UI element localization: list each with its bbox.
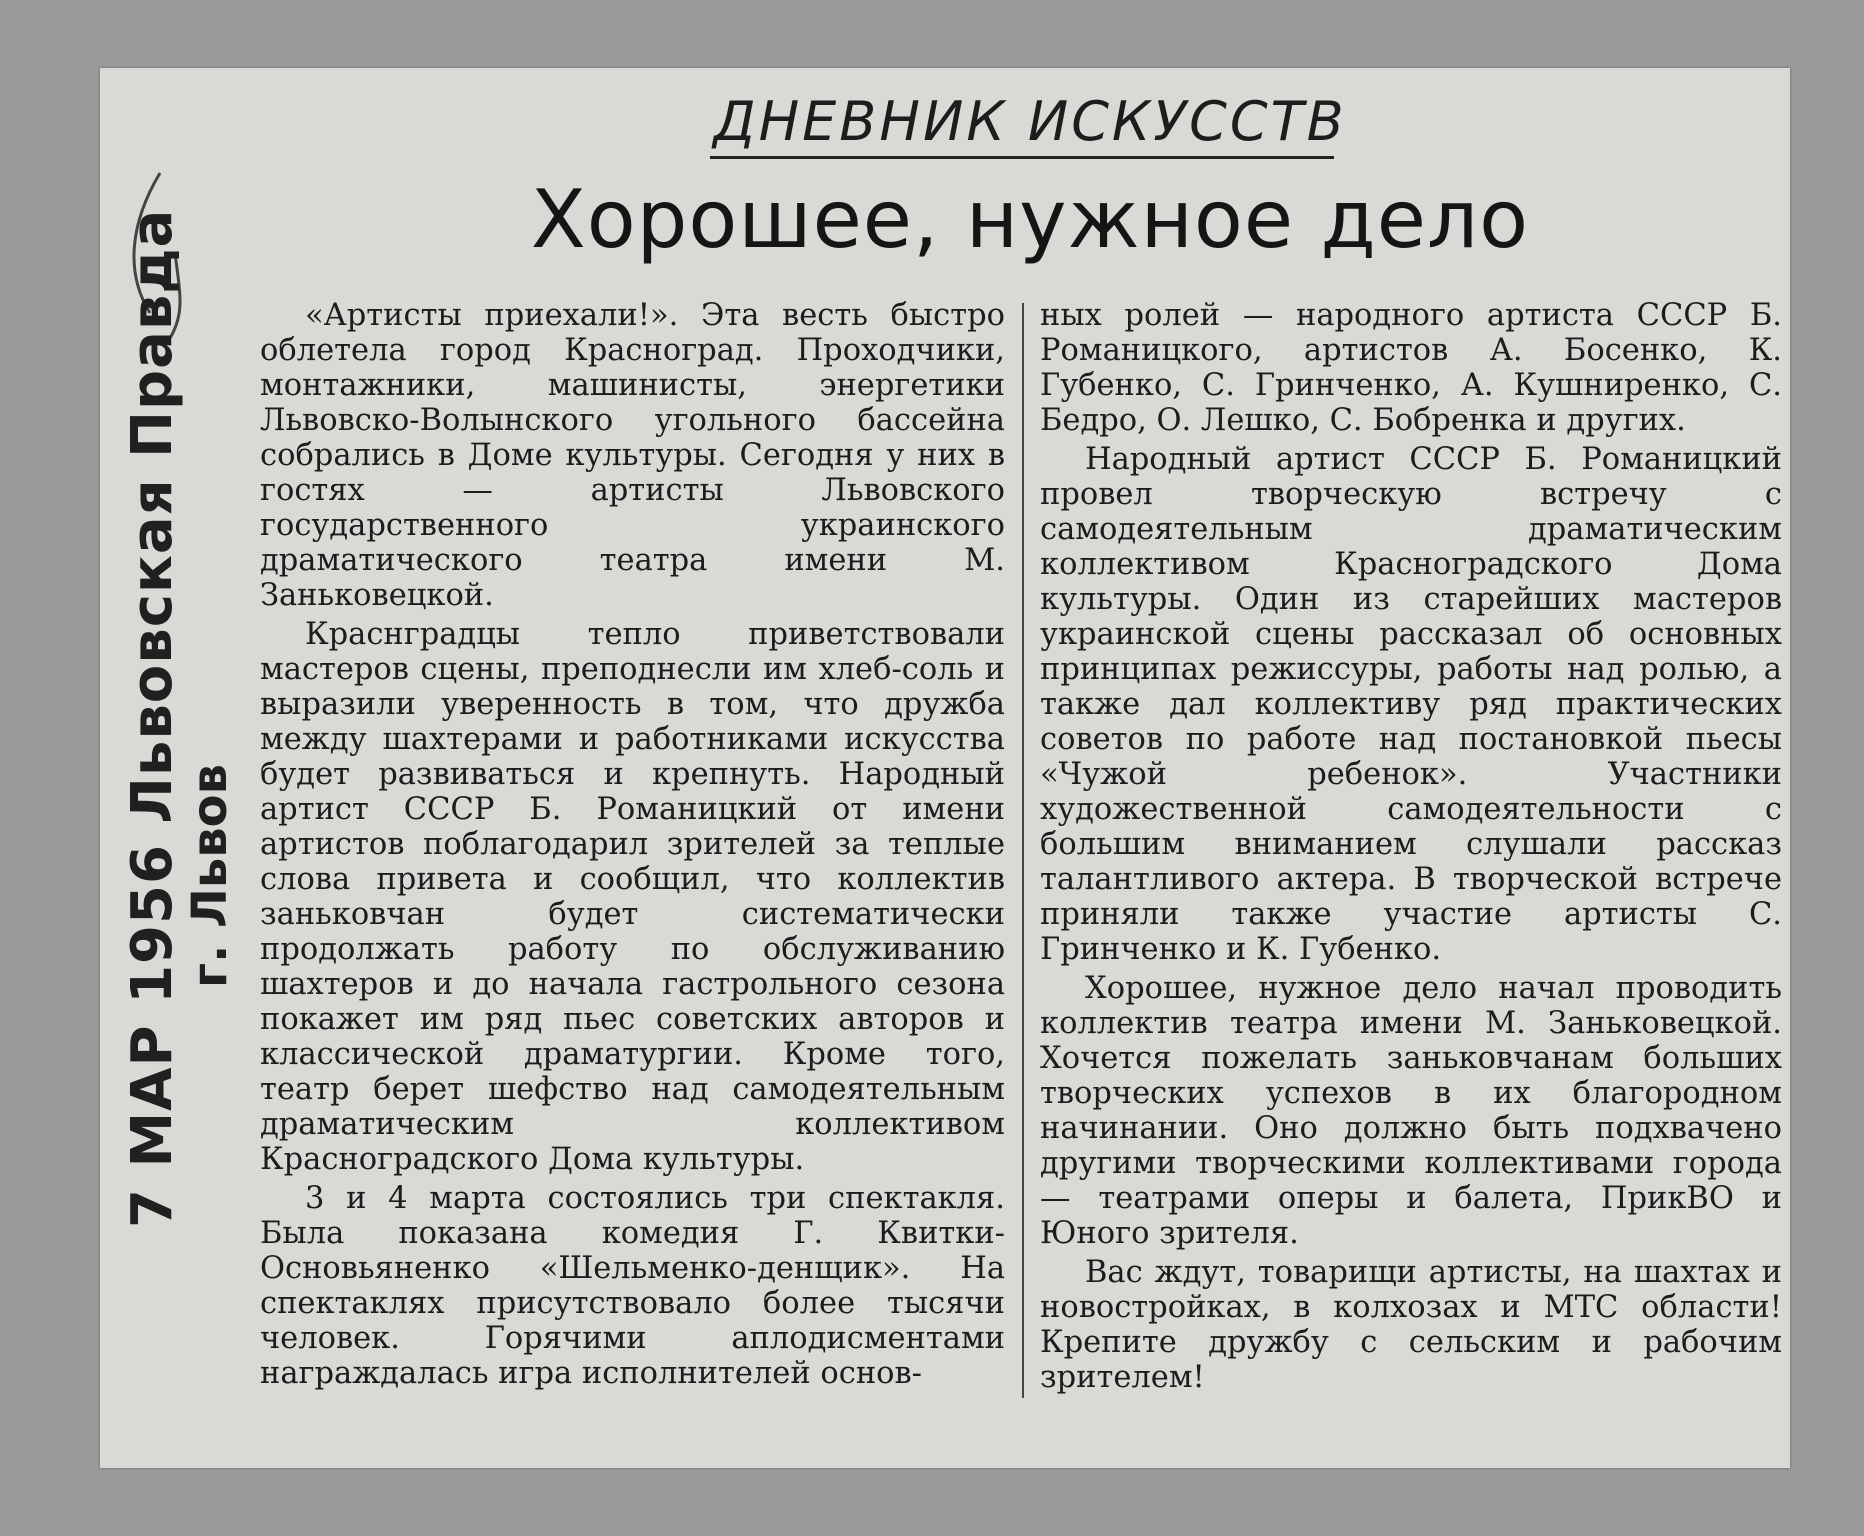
- paragraph: ных ролей — народного артиста СССР Б. Романицкого, артистов А. Босенко, К. Губенко, С. Гринченко, А. Кушниренко, С. Бедро, О. Лешко, С. Бобренка и других.: [1040, 298, 1782, 438]
- paragraph: «Артисты приехали!». Эта весть быстро облетела город Красноград. Проходчики, монтажники, машинисты, энергетики Львовско-Волынского угольного бассейна собрались в Доме культуры. Сегодня у них в гостях — артисты Львовского государственного украинского драматического театра имени М. Заньковецкой.: [260, 298, 1005, 613]
- paragraph: Народный артист СССР Б. Романицкий провел творческую встречу с самодеятельным драматическим коллективом Красноградского Дома культуры. Один из старейших мастеров украинской сцены рассказал об основных принципах режиссуры, работы над ролью, а также дал коллективу ряд практических советов по работе над постановкой пьесы «Чужой ребенок». Участники художественной самодеятельности с большим вниманием слушали рассказ талантливого актера. В творческой встрече приняли также участие артисты С. Гринченко и К. Губенко.: [1040, 442, 1782, 967]
- date-stamp: [120, 208, 238, 1228]
- stamp-city: г. Львов: [182, 764, 238, 988]
- newspaper-clipping: [100, 68, 1790, 1468]
- right-column: [1040, 298, 1782, 1395]
- paragraph: Вас ждут, товарищи артисты, на шахтах и новостройках, в колхозах и МТС области! Крепите дружбу с сельским и рабочим зрителем!: [1040, 1255, 1782, 1395]
- rubric-underline: [710, 156, 1334, 159]
- paragraph: Хорошее, нужное дело начал проводить коллектив театра имени М. Заньковецкой. Хочется пожелать заньковчанам больших творческих успехов в их благородном начинании. Оно должно быть подхвачено другими творческими коллективами города — театрами оперы и балета, ПрикВО и Юного зрителя.: [1040, 971, 1782, 1251]
- paragraph: 3 и 4 марта состоялись три спектакля. Была показана комедия Г. Квитки-Основьяненко «Шельменко-денщик». На спектаклях присутствовало более тысячи человек. Горячими аплодисментами награждалась игра исполнителей основ-: [260, 1181, 1005, 1391]
- column-divider: [1022, 303, 1024, 1398]
- section-rubric: ДНЕВНИК ИСКУССТВ: [713, 90, 1347, 153]
- left-column: [260, 298, 1005, 1391]
- paragraph: Краснградцы тепло приветствовали мастеров сцены, преподнесли им хлеб-соль и выразили уверенность в том, что дружба между шахтерами и работниками искусства будет развиваться и крепнуть. Народный артист СССР Б. Романицкий от имени артистов поблагодарил зрителей за теплые слова привета и сообщил, что коллектив заньковчан будет систематически продолжать работу по обслуживанию шахтеров и до начала гастрольного сезона покажет им ряд пьес советских авторов и классической драматургии. Кроме того, театр берет шефство над самодеятельным драматическим коллективом Красноградского Дома культуры.: [260, 617, 1005, 1177]
- article-headline: Хорошее, нужное дело: [530, 173, 1530, 266]
- stamp-date-newspaper: 7 МАР 1956 Львовская Правда: [120, 208, 185, 1228]
